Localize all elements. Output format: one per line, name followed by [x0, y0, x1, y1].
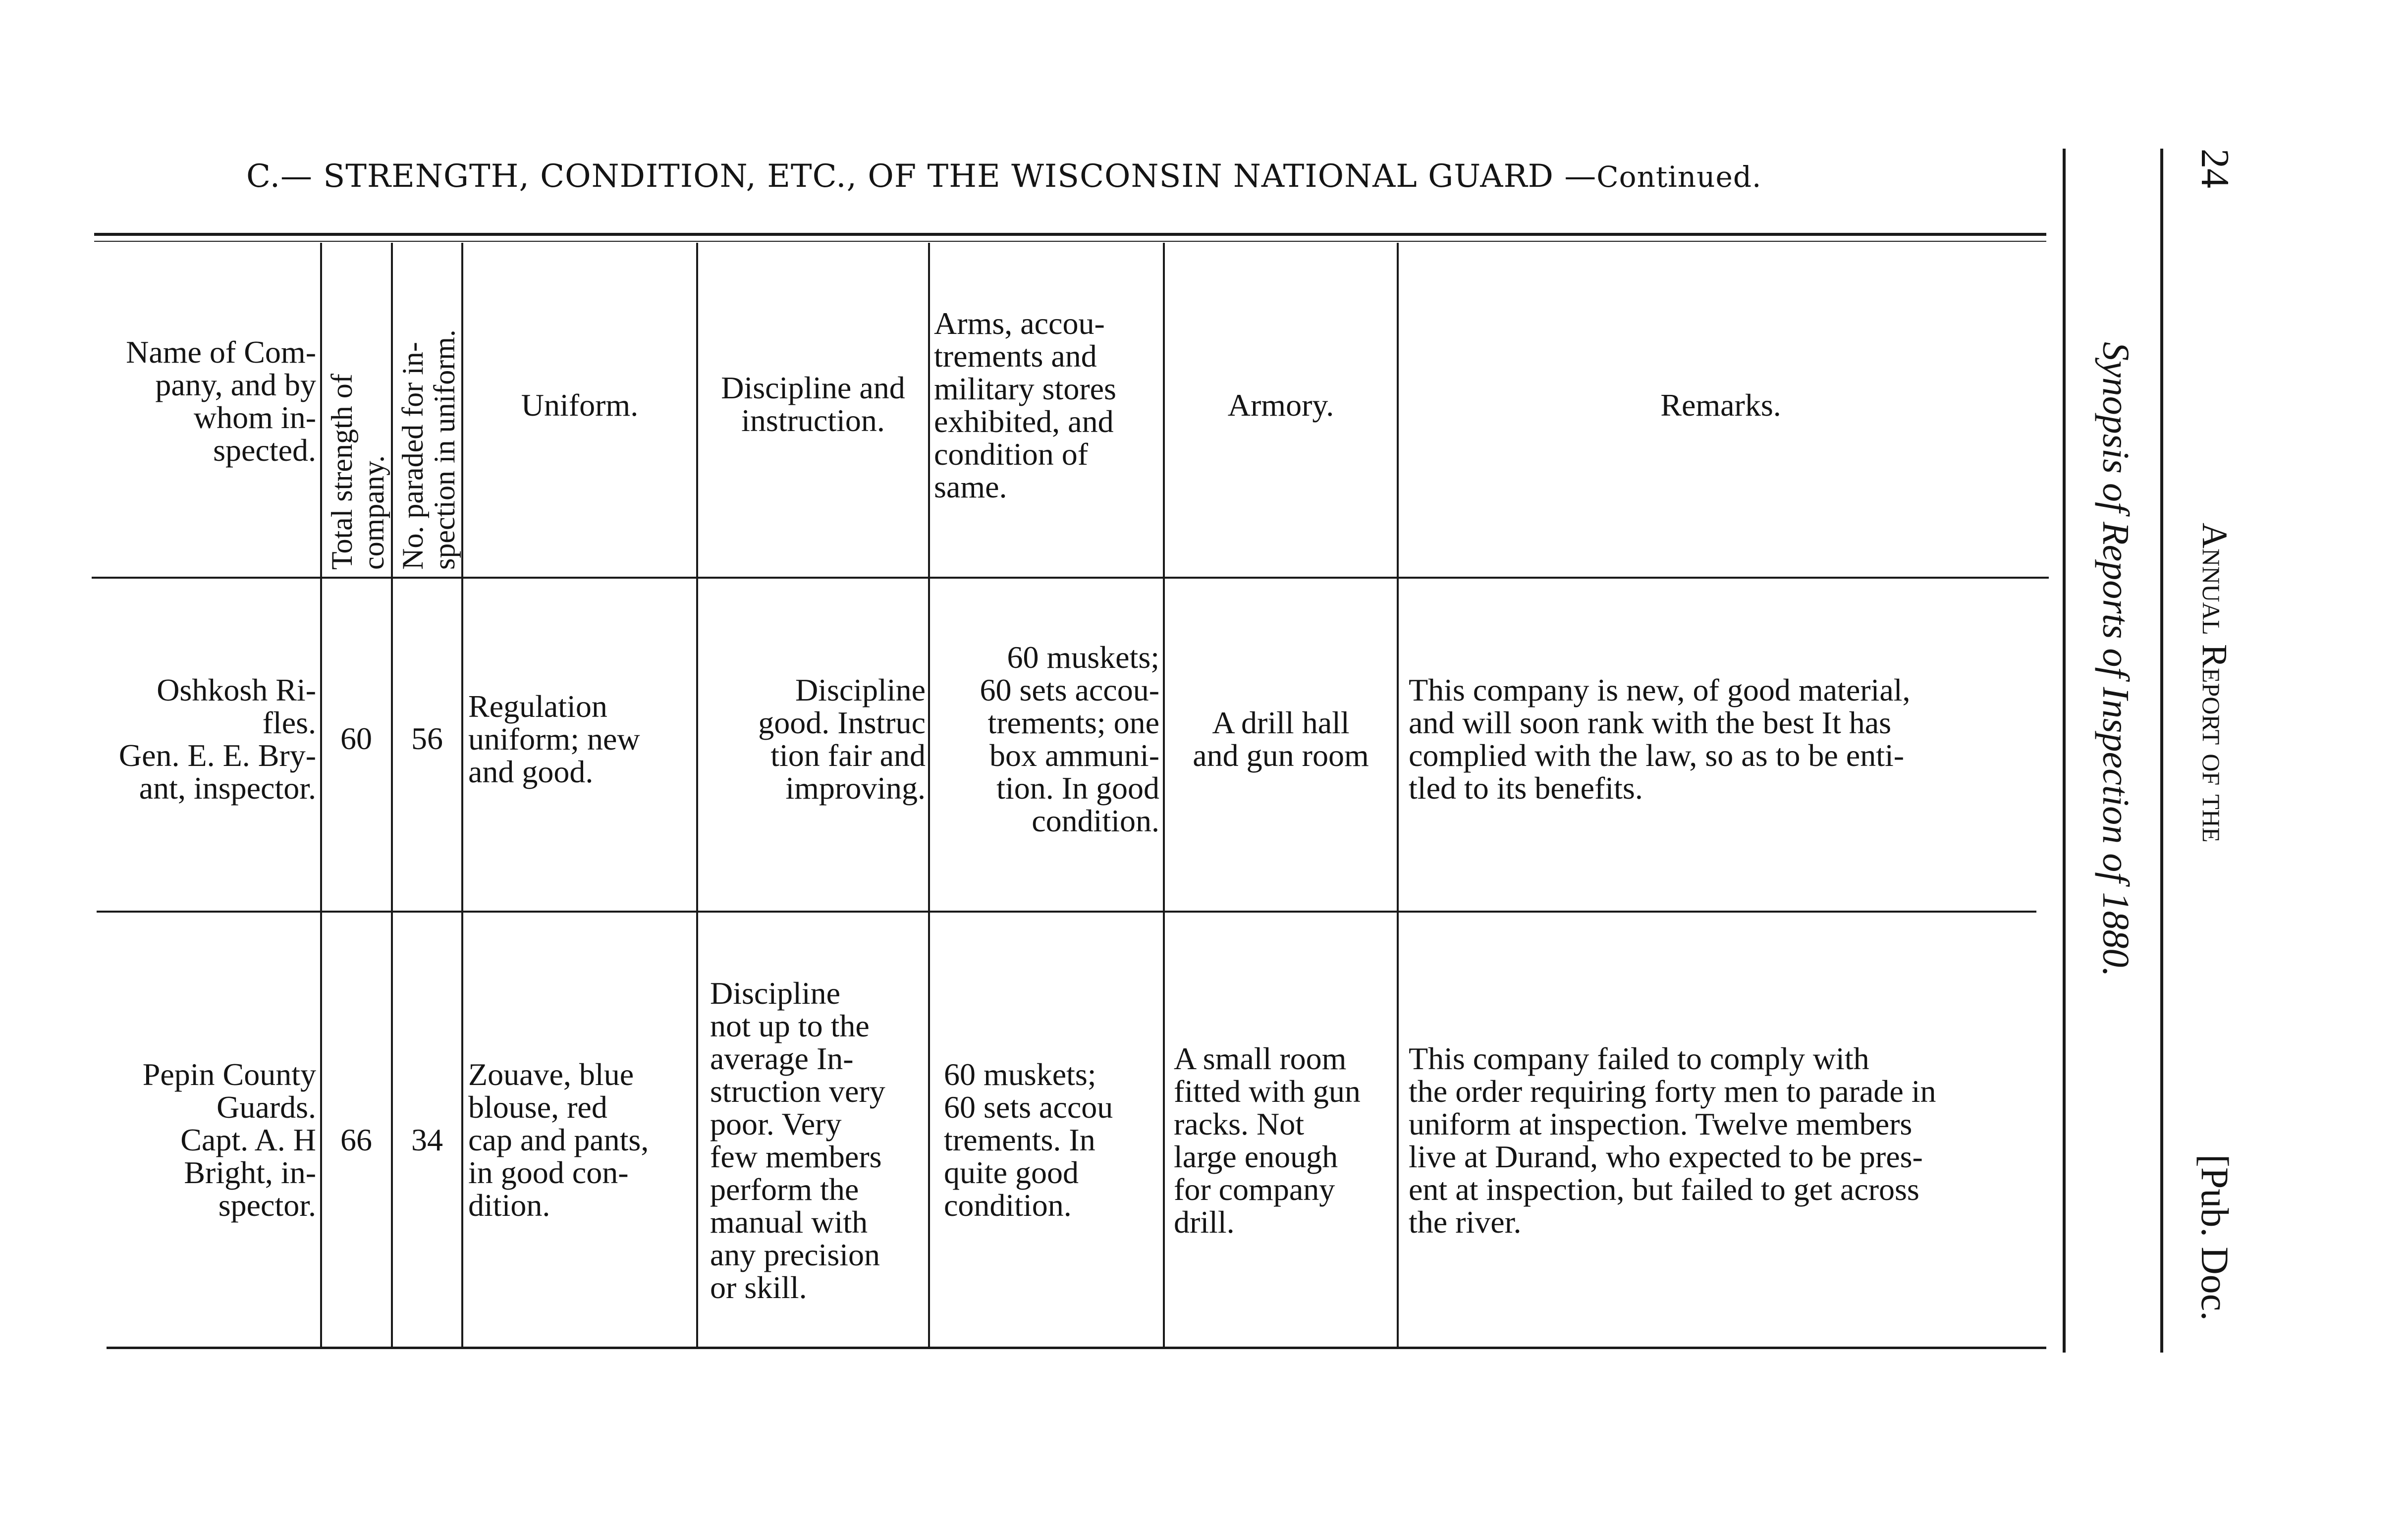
running-head-synopsis: Synopsis of Reports of Inspection of 1880. — [2095, 342, 2136, 977]
page-number: 24 — [2193, 149, 2237, 188]
table-title-continued: Continued. — [1596, 160, 1762, 194]
outer-margin-rule — [2160, 149, 2163, 1353]
row1-name: Oshkosh Ri- fles. Gen. E. E. Bry- ant, inspector. — [118, 674, 316, 806]
header-paraded-wrap — [393, 243, 461, 575]
row2-armory: A small room fitted with gun racks. Not large enough for company drill. — [1174, 1042, 1361, 1240]
header-discipline: Discipline and instruction. — [721, 372, 905, 438]
right-border-rule — [2063, 149, 2066, 1353]
row1-discipline: Discipline good. Instruc tion fair and improving. — [758, 674, 926, 806]
row2-name: Pepin County Guards. Capt. A. H Bright, in- spector. — [142, 1058, 316, 1223]
header-paraded: No. paraded for in- spection in uniform. — [396, 329, 461, 570]
header-arms: Arms, accou- trements and military stores exhibited, and condition of same. — [934, 307, 1116, 504]
row2-arms: 60 muskets; 60 sets accou trements. In quite good condition. — [944, 1058, 1113, 1223]
header-bottom-rule — [92, 577, 2049, 579]
row2-remarks: This company failed to comply with the order requiring forty men to parade in uniform at inspection. Twelve members live at Durand, who expected to be pres- ent at inspection, but failed to get across the river. — [1409, 1042, 1936, 1240]
row2-uniform: Zouave, blue blouse, red cap and pants, in good con- dition. — [468, 1058, 649, 1223]
header-uniform: Uniform. — [521, 389, 639, 423]
header-total-strength-wrap — [322, 243, 390, 575]
header-remarks: Remarks. — [1660, 389, 1781, 423]
header-total-strength: Total strength of company. — [326, 374, 390, 570]
header-name-of-company: Name of Com- pany, and by whom in- spected. — [126, 336, 316, 468]
row2-total: 66 — [340, 1124, 372, 1157]
row1-paraded: 56 — [411, 722, 443, 756]
row1-total: 60 — [340, 722, 372, 756]
column-rule-5 — [928, 243, 930, 1348]
row1-remarks: This company is new, of good material, and will soon rank with the best It has complied with the law, so as to be enti- tled to its benefits. — [1409, 674, 1911, 806]
table-title-main: C.— STRENGTH, CONDITION, ETC., OF THE WISCONSIN NATIONAL GUARD — — [246, 158, 1597, 195]
row2-paraded: 34 — [411, 1124, 443, 1157]
running-head-pub-doc: [Pub. Doc. — [2193, 1154, 2237, 1321]
top-rule-thick — [94, 233, 2046, 236]
row2-discipline: Discipline not up to the average In- struction very poor. Very few members perform the manual with any precision or skill. — [710, 977, 885, 1305]
running-head-annual-report: Annual Report of the — [2195, 523, 2235, 843]
bottom-rule — [107, 1347, 2046, 1349]
row1-arms: 60 muskets; 60 sets accou- trements; one box ammuni- tion. In good condition. — [980, 641, 1159, 838]
table-title — [246, 147, 1906, 206]
header-armory: Armory. — [1227, 389, 1334, 423]
top-rule-thin — [94, 241, 2046, 242]
row1-armory: A drill hall and gun room — [1193, 707, 1369, 773]
row1-uniform: Regulation uniform; new and good. — [468, 690, 640, 789]
row-divider-rule — [97, 911, 2036, 913]
